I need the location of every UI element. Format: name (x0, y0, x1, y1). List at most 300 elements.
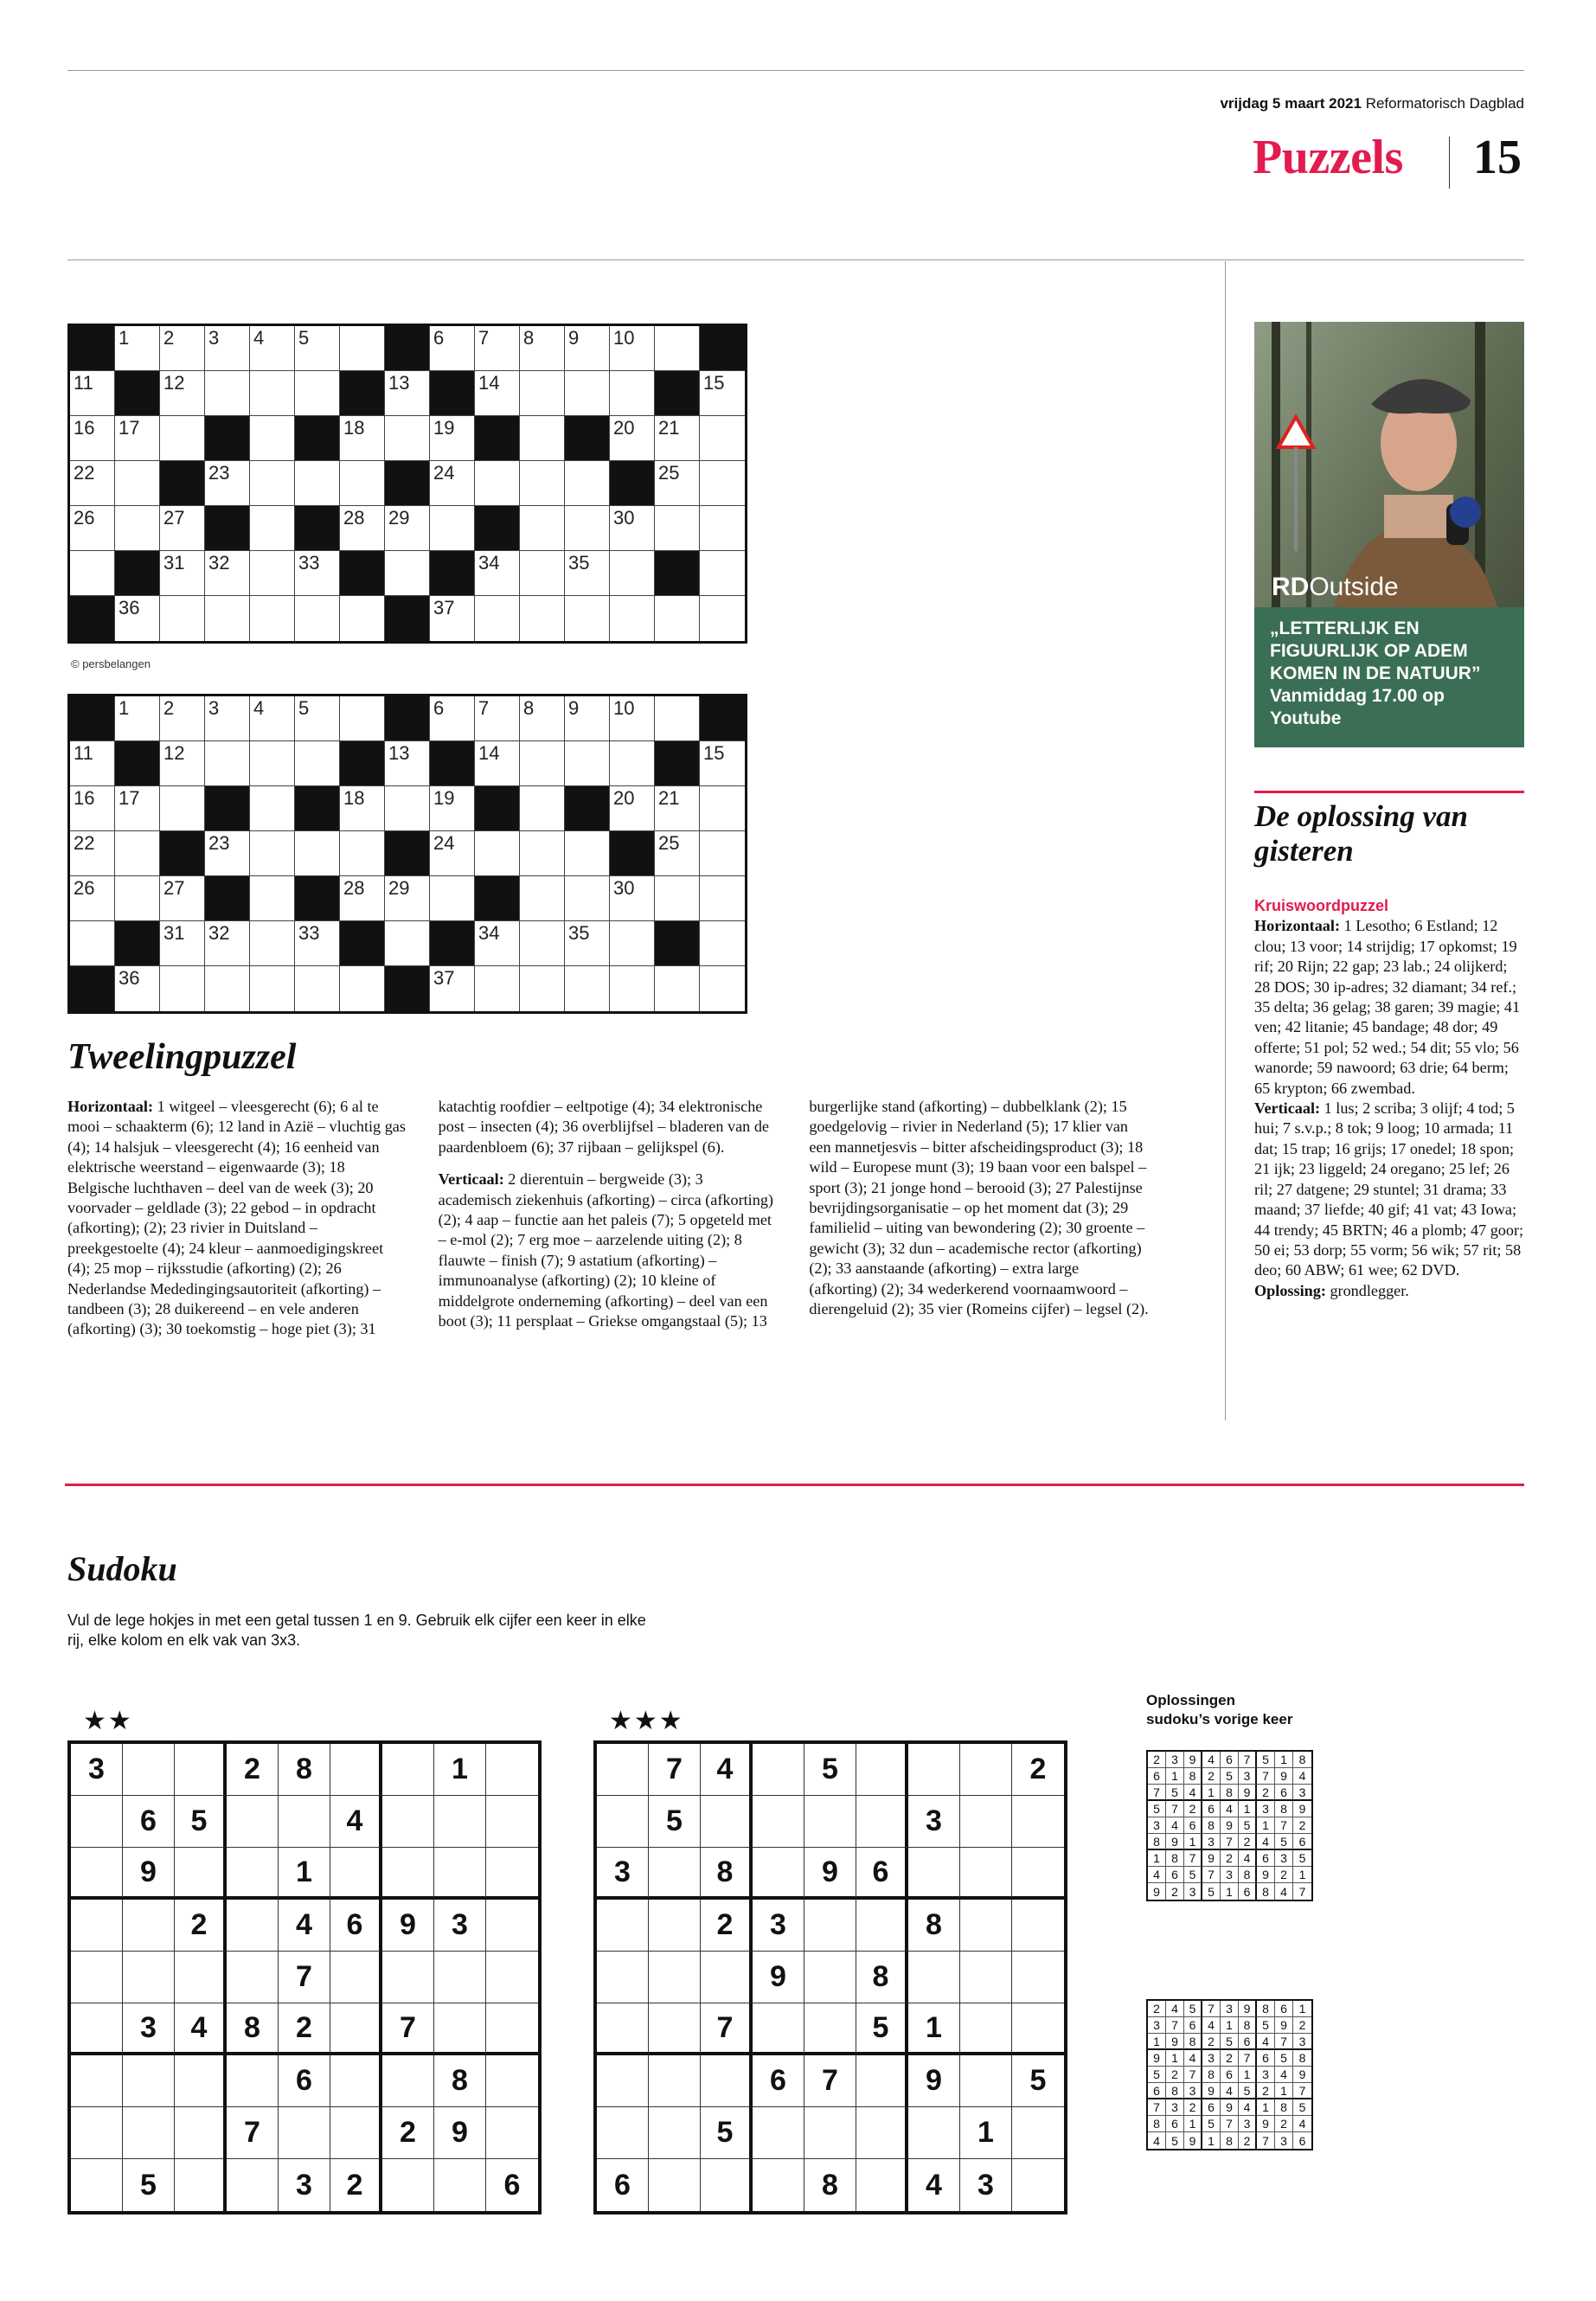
sudoku-cell[interactable] (856, 1900, 908, 1952)
sudoku-cell[interactable] (330, 1744, 382, 1796)
crossword-grid-2[interactable] (67, 694, 747, 1014)
sudoku-cell[interactable] (486, 1952, 538, 2003)
sudoku-cell[interactable] (908, 1848, 960, 1900)
sudoku-cell[interactable] (597, 1744, 649, 1796)
crossword-cell[interactable] (430, 506, 475, 551)
sudoku-cell[interactable] (71, 2055, 123, 2107)
crossword-cell[interactable] (520, 371, 565, 416)
crossword-cell[interactable] (565, 831, 610, 876)
clue-number: 22 (74, 832, 95, 854)
sudoku-cell[interactable] (71, 2107, 123, 2159)
crossword-cell[interactable] (70, 741, 115, 786)
crossword-cell[interactable] (430, 416, 475, 461)
sudoku-cell[interactable] (804, 1952, 856, 2003)
sudoku-cell[interactable] (382, 1796, 434, 1848)
crossword-cell[interactable] (160, 596, 205, 641)
sudoku-cell[interactable] (649, 1952, 701, 2003)
crossword-cell[interactable] (70, 831, 115, 876)
sudoku-cell[interactable] (175, 2107, 227, 2159)
sudoku-cell[interactable] (279, 1796, 330, 1848)
crossword-cell[interactable] (520, 326, 565, 371)
crossword-cell[interactable] (700, 506, 745, 551)
crossword-cell[interactable] (610, 741, 655, 786)
crossword-cell[interactable] (475, 741, 520, 786)
clue-number: 31 (163, 922, 185, 944)
crossword-cell[interactable] (160, 416, 205, 461)
sudoku-cell[interactable] (753, 2159, 804, 2211)
crossword-cell[interactable] (250, 921, 295, 966)
crossword-cell[interactable] (70, 461, 115, 506)
sudoku-cell[interactable] (330, 2107, 382, 2159)
sudoku-cell[interactable] (123, 2055, 175, 2107)
crossword-cell[interactable] (160, 921, 205, 966)
crossword-cell[interactable] (160, 371, 205, 416)
sudoku-cell[interactable] (279, 2107, 330, 2159)
crossword-cell[interactable] (250, 551, 295, 596)
crossword-cell[interactable] (115, 966, 160, 1011)
crossword-cell[interactable] (655, 596, 700, 641)
sudoku-cell[interactable] (908, 1952, 960, 2003)
crossword-cell[interactable] (340, 416, 385, 461)
crossword-cell[interactable] (700, 786, 745, 831)
sudoku-cell[interactable] (649, 2107, 701, 2159)
sudoku-cell[interactable] (227, 1796, 279, 1848)
sudoku-cell[interactable] (175, 1848, 227, 1900)
crossword-cell[interactable] (430, 696, 475, 741)
crossword-cell[interactable] (340, 461, 385, 506)
rdoutside-promo[interactable] (1254, 322, 1524, 747)
sudoku-cell[interactable] (175, 2055, 227, 2107)
sudoku-cell[interactable] (227, 1900, 279, 1952)
crossword-cell[interactable] (655, 506, 700, 551)
crossword-cell[interactable] (205, 696, 250, 741)
crossword-cell[interactable] (70, 506, 115, 551)
sudoku-cell[interactable] (434, 1796, 486, 1848)
sudoku-cell[interactable] (649, 2003, 701, 2055)
sudoku-cell[interactable] (71, 1900, 123, 1952)
crossword-cell[interactable] (340, 966, 385, 1011)
crossword-cell[interactable] (340, 696, 385, 741)
crossword-cell[interactable] (475, 551, 520, 596)
sudoku-cell[interactable] (649, 1848, 701, 1900)
crossword-cell[interactable] (295, 966, 340, 1011)
sudoku-cell[interactable] (486, 1796, 538, 1848)
sudoku-cell[interactable] (960, 1796, 1012, 1848)
sudoku-cell[interactable] (382, 2055, 434, 2107)
crossword-cell[interactable] (565, 371, 610, 416)
crossword-cell[interactable] (520, 461, 565, 506)
crossword-cell[interactable] (610, 696, 655, 741)
sudoku-cell[interactable] (434, 1952, 486, 2003)
sudoku-cell[interactable] (597, 2107, 649, 2159)
crossword-cell[interactable] (295, 461, 340, 506)
crossword-cell[interactable] (520, 876, 565, 921)
crossword-cell[interactable] (115, 876, 160, 921)
crossword-cell[interactable] (655, 786, 700, 831)
crossword-cell[interactable] (430, 966, 475, 1011)
sudoku-cell[interactable] (175, 1744, 227, 1796)
sudoku-cell[interactable] (175, 2159, 227, 2211)
sudoku-cell[interactable] (649, 1900, 701, 1952)
sudoku-cell[interactable] (486, 2107, 538, 2159)
sudoku-cell[interactable] (960, 1952, 1012, 2003)
crossword-cell[interactable] (565, 506, 610, 551)
crossword-cell[interactable] (475, 326, 520, 371)
sudoku-cell[interactable] (227, 1848, 279, 1900)
crossword-cell[interactable] (205, 966, 250, 1011)
crossword-cell[interactable] (205, 831, 250, 876)
sudoku-cell[interactable] (856, 1744, 908, 1796)
clue-number: 22 (74, 462, 95, 484)
sudoku-cell[interactable] (701, 1952, 753, 2003)
sudoku-cell[interactable] (330, 2003, 382, 2055)
crossword-cell[interactable] (520, 966, 565, 1011)
crossword-cell[interactable] (610, 371, 655, 416)
sudoku-cell[interactable] (1012, 1848, 1064, 1900)
sudoku-cell[interactable] (71, 2159, 123, 2211)
sudoku-cell[interactable] (701, 1796, 753, 1848)
crossword-cell[interactable] (520, 696, 565, 741)
crossword-cell[interactable] (565, 596, 610, 641)
crossword-cell[interactable] (385, 921, 430, 966)
crossword-cell[interactable] (610, 551, 655, 596)
crossword-cell[interactable] (250, 786, 295, 831)
solution-cell: 5 (1221, 2034, 1239, 2050)
crossword-cell[interactable] (610, 416, 655, 461)
crossword-cell[interactable] (250, 416, 295, 461)
crossword-cell[interactable] (385, 876, 430, 921)
solution-cell: 3 (1166, 1752, 1184, 1768)
clue-number: 20 (613, 417, 635, 439)
crossword-cell[interactable] (295, 831, 340, 876)
solution-cell: 8 (1257, 1883, 1275, 1900)
crossword-cell[interactable] (205, 741, 250, 786)
crossword-cell[interactable] (655, 416, 700, 461)
sudoku-cell[interactable] (701, 2159, 753, 2211)
sudoku-cell[interactable] (1012, 1796, 1064, 1848)
crossword-cell[interactable] (610, 876, 655, 921)
crossword-cell[interactable] (295, 551, 340, 596)
crossword-cell[interactable] (430, 786, 475, 831)
sudoku-cell[interactable] (908, 1744, 960, 1796)
sudoku-cell[interactable] (753, 1848, 804, 1900)
crossword-cell[interactable] (70, 371, 115, 416)
sudoku-cell[interactable] (382, 1952, 434, 2003)
crossword-cell[interactable] (295, 371, 340, 416)
crossword-cell[interactable] (115, 696, 160, 741)
crossword-cell[interactable] (700, 416, 745, 461)
crossword-cell[interactable] (475, 831, 520, 876)
sudoku-cell[interactable] (227, 2159, 279, 2211)
crossword-cell[interactable] (475, 696, 520, 741)
sudoku-cell[interactable] (71, 1952, 123, 2003)
sudoku-cell[interactable] (1012, 1900, 1064, 1952)
crossword-cell[interactable] (205, 551, 250, 596)
crossword-cell[interactable] (565, 551, 610, 596)
sudoku-cell[interactable] (123, 1744, 175, 1796)
crossword-cell[interactable] (70, 416, 115, 461)
crossword-cell[interactable] (205, 326, 250, 371)
crossword-cell[interactable] (520, 596, 565, 641)
sudoku-cell[interactable] (753, 2107, 804, 2159)
crossword-cell[interactable] (160, 876, 205, 921)
crossword-cell[interactable] (565, 696, 610, 741)
crossword-cell[interactable] (160, 506, 205, 551)
crossword-cell[interactable] (115, 786, 160, 831)
crossword-cell[interactable] (700, 831, 745, 876)
sudoku-cell[interactable] (123, 2107, 175, 2159)
sudoku-cell[interactable] (804, 1900, 856, 1952)
sudoku-cell[interactable] (856, 2159, 908, 2211)
clue-number: 14 (478, 742, 500, 764)
sudoku-cell[interactable] (804, 2003, 856, 2055)
sudoku-cell[interactable] (175, 1952, 227, 2003)
sudoku-cell[interactable] (649, 2159, 701, 2211)
solution-cell: 1 (1166, 2050, 1184, 2067)
crossword-cell[interactable] (610, 596, 655, 641)
sudoku-cell[interactable] (123, 1952, 175, 2003)
sudoku-cell[interactable] (649, 2055, 701, 2107)
sudoku-cell[interactable] (804, 2107, 856, 2159)
crossword-cell[interactable] (385, 371, 430, 416)
crossword-cell[interactable] (295, 596, 340, 641)
crossword-cell[interactable] (565, 461, 610, 506)
crossword-cell[interactable] (700, 741, 745, 786)
crossword-cell[interactable] (295, 326, 340, 371)
crossword-cell[interactable] (520, 416, 565, 461)
clue-number: 29 (388, 877, 410, 899)
sudoku-cell[interactable] (123, 1900, 175, 1952)
sudoku-cell[interactable] (330, 1848, 382, 1900)
crossword-cell[interactable] (250, 326, 295, 371)
crossword-cell[interactable] (565, 921, 610, 966)
crossword-cell[interactable] (520, 551, 565, 596)
crossword-cell[interactable] (160, 966, 205, 1011)
solution-cell: 6 (1257, 1850, 1275, 1867)
solution-cell: 1 (1293, 2001, 1311, 2017)
sudoku-cell[interactable] (71, 1796, 123, 1848)
sudoku-cell[interactable] (753, 1796, 804, 1848)
crossword-cell[interactable] (250, 876, 295, 921)
sudoku-solution-2 (1146, 1999, 1313, 2150)
crossword-cell[interactable] (655, 326, 700, 371)
sudoku-cell[interactable] (227, 2055, 279, 2107)
sudoku-cell[interactable] (960, 1744, 1012, 1796)
crossword-cell[interactable] (520, 506, 565, 551)
sudoku-cell: 2 (382, 2107, 434, 2159)
sudoku-grid-1[interactable] (67, 1740, 542, 2214)
crossword-cell[interactable] (430, 461, 475, 506)
sudoku-cell[interactable] (486, 1744, 538, 1796)
crossword-cell[interactable] (340, 326, 385, 371)
sudoku-grid-2[interactable] (593, 1740, 1067, 2214)
solution-cell: 7 (1257, 1768, 1275, 1785)
crossword-cell[interactable] (565, 741, 610, 786)
sudoku-cell[interactable] (71, 2003, 123, 2055)
sudoku-cell[interactable] (960, 2055, 1012, 2107)
crossword-cell[interactable] (160, 741, 205, 786)
sudoku-cell[interactable] (597, 1796, 649, 1848)
crossword-cell[interactable] (610, 506, 655, 551)
sudoku-cell[interactable] (486, 1900, 538, 1952)
crossword-cell[interactable] (205, 596, 250, 641)
crossword-cell[interactable] (565, 876, 610, 921)
crossword-cell[interactable] (295, 921, 340, 966)
clue-number: 1 (119, 697, 130, 719)
sudoku-cell[interactable] (486, 2003, 538, 2055)
sudoku-cell[interactable] (597, 1900, 649, 1952)
crossword-cell[interactable] (295, 741, 340, 786)
sudoku-cell[interactable] (71, 1848, 123, 1900)
sudoku-cell: 3 (123, 2003, 175, 2055)
crossword-cell[interactable] (70, 786, 115, 831)
crossword-cell[interactable] (250, 696, 295, 741)
crossword-cell[interactable] (520, 831, 565, 876)
crossword-cell[interactable] (70, 876, 115, 921)
crossword-cell[interactable] (385, 416, 430, 461)
sudoku-cell[interactable] (330, 2055, 382, 2107)
crossword-cell[interactable] (655, 876, 700, 921)
crossword-cell[interactable] (475, 461, 520, 506)
sudoku-cell[interactable] (486, 1848, 538, 1900)
crossword-cell[interactable] (565, 326, 610, 371)
crossword-cell[interactable] (340, 876, 385, 921)
crossword-block (385, 596, 430, 641)
crossword-cell[interactable] (610, 786, 655, 831)
crossword-cell[interactable] (655, 966, 700, 1011)
crossword-cell[interactable] (340, 786, 385, 831)
crossword-cell[interactable] (295, 696, 340, 741)
crossword-cell[interactable] (250, 831, 295, 876)
crossword-cell[interactable] (115, 416, 160, 461)
crossword-cell[interactable] (70, 551, 115, 596)
crossword-cell[interactable] (250, 966, 295, 1011)
crossword-cell[interactable] (70, 921, 115, 966)
crossword-cell[interactable] (610, 966, 655, 1011)
crossword-cell[interactable] (205, 371, 250, 416)
crossword-cell[interactable] (430, 831, 475, 876)
crossword-cell[interactable] (160, 786, 205, 831)
sudoku-cell[interactable] (753, 2003, 804, 2055)
crossword-cell[interactable] (700, 461, 745, 506)
crossword-cell[interactable] (655, 831, 700, 876)
sudoku-cell[interactable] (701, 2055, 753, 2107)
crossword-cell[interactable] (700, 966, 745, 1011)
crossword-cell[interactable] (520, 741, 565, 786)
crossword-cell[interactable] (115, 831, 160, 876)
sudoku-cell[interactable] (1012, 1952, 1064, 2003)
sudoku-cell[interactable] (856, 2055, 908, 2107)
sudoku-cell[interactable] (227, 1952, 279, 2003)
solution-cell: 1 (1221, 1883, 1239, 1900)
sudoku-cell[interactable] (856, 1796, 908, 1848)
sudoku-cell[interactable] (960, 2003, 1012, 2055)
sudoku-cell[interactable] (486, 2055, 538, 2107)
solution-cell: 8 (1221, 1785, 1239, 1801)
crossword-cell[interactable] (385, 551, 430, 596)
crossword-cell[interactable] (610, 326, 655, 371)
sudoku-cell[interactable] (434, 2003, 486, 2055)
crossword-cell[interactable] (655, 696, 700, 741)
crossword-cell[interactable] (700, 371, 745, 416)
crossword-cell[interactable] (385, 786, 430, 831)
crossword-cell[interactable] (700, 596, 745, 641)
crossword-cell[interactable] (250, 461, 295, 506)
solution-cell: 9 (1202, 1850, 1221, 1867)
sudoku-cell[interactable] (330, 1952, 382, 2003)
sudoku-cell[interactable] (597, 2055, 649, 2107)
crossword-cell[interactable] (115, 506, 160, 551)
clue-number: 6 (433, 327, 445, 349)
crossword-cell[interactable] (565, 966, 610, 1011)
sudoku-cell[interactable] (382, 1848, 434, 1900)
sudoku-cell[interactable] (382, 1744, 434, 1796)
crossword-cell[interactable] (700, 921, 745, 966)
sudoku-cell[interactable] (960, 1900, 1012, 1952)
sudoku-cell[interactable] (382, 2159, 434, 2211)
sudoku-cell[interactable] (597, 1952, 649, 2003)
crossword-cell[interactable] (430, 876, 475, 921)
sudoku-cell[interactable] (1012, 2003, 1064, 2055)
crossword-cell[interactable] (520, 786, 565, 831)
sudoku-cell[interactable] (908, 2107, 960, 2159)
crossword-cell[interactable] (115, 596, 160, 641)
crossword-cell[interactable] (655, 461, 700, 506)
crossword-cell[interactable] (340, 831, 385, 876)
crossword-cell[interactable] (250, 741, 295, 786)
crossword-cell[interactable] (340, 596, 385, 641)
dateline (1220, 95, 1524, 112)
crossword-cell[interactable] (160, 696, 205, 741)
crossword-cell[interactable] (520, 921, 565, 966)
sudoku-cell[interactable] (1012, 2159, 1064, 2211)
clue-number: 6 (433, 697, 445, 719)
crossword-cell[interactable] (700, 876, 745, 921)
crossword-cell[interactable] (475, 371, 520, 416)
crossword-grid-1[interactable] (67, 324, 747, 644)
crossword-cell[interactable] (610, 921, 655, 966)
crossword-cell[interactable] (115, 461, 160, 506)
crossword-cell[interactable] (385, 741, 430, 786)
crossword-cell[interactable] (205, 921, 250, 966)
crossword-cell[interactable] (475, 966, 520, 1011)
crossword-cell[interactable] (205, 461, 250, 506)
crossword-cell[interactable] (700, 551, 745, 596)
crossword-cell[interactable] (115, 326, 160, 371)
sudoku-cell[interactable] (434, 2159, 486, 2211)
crossword-cell[interactable] (160, 551, 205, 596)
crossword-cell[interactable] (250, 371, 295, 416)
crossword-cell[interactable] (385, 506, 430, 551)
sudoku-cell[interactable] (1012, 2107, 1064, 2159)
sudoku-cell[interactable] (434, 1848, 486, 1900)
sudoku-cell[interactable] (960, 1848, 1012, 1900)
clue-number: 14 (478, 372, 500, 394)
sudoku-cell[interactable] (856, 2107, 908, 2159)
crossword-cell[interactable] (430, 326, 475, 371)
crossword-cell[interactable] (475, 921, 520, 966)
crossword-cell[interactable] (250, 596, 295, 641)
crossword-cell[interactable] (475, 596, 520, 641)
sudoku-cell[interactable] (753, 1744, 804, 1796)
crossword-cell[interactable] (250, 506, 295, 551)
sudoku-cell[interactable] (804, 1796, 856, 1848)
solution-cell: 8 (1202, 2067, 1221, 2083)
crossword-cell[interactable] (430, 596, 475, 641)
crossword-cell[interactable] (340, 506, 385, 551)
sudoku-cell[interactable] (597, 2003, 649, 2055)
crossword-cell[interactable] (160, 326, 205, 371)
